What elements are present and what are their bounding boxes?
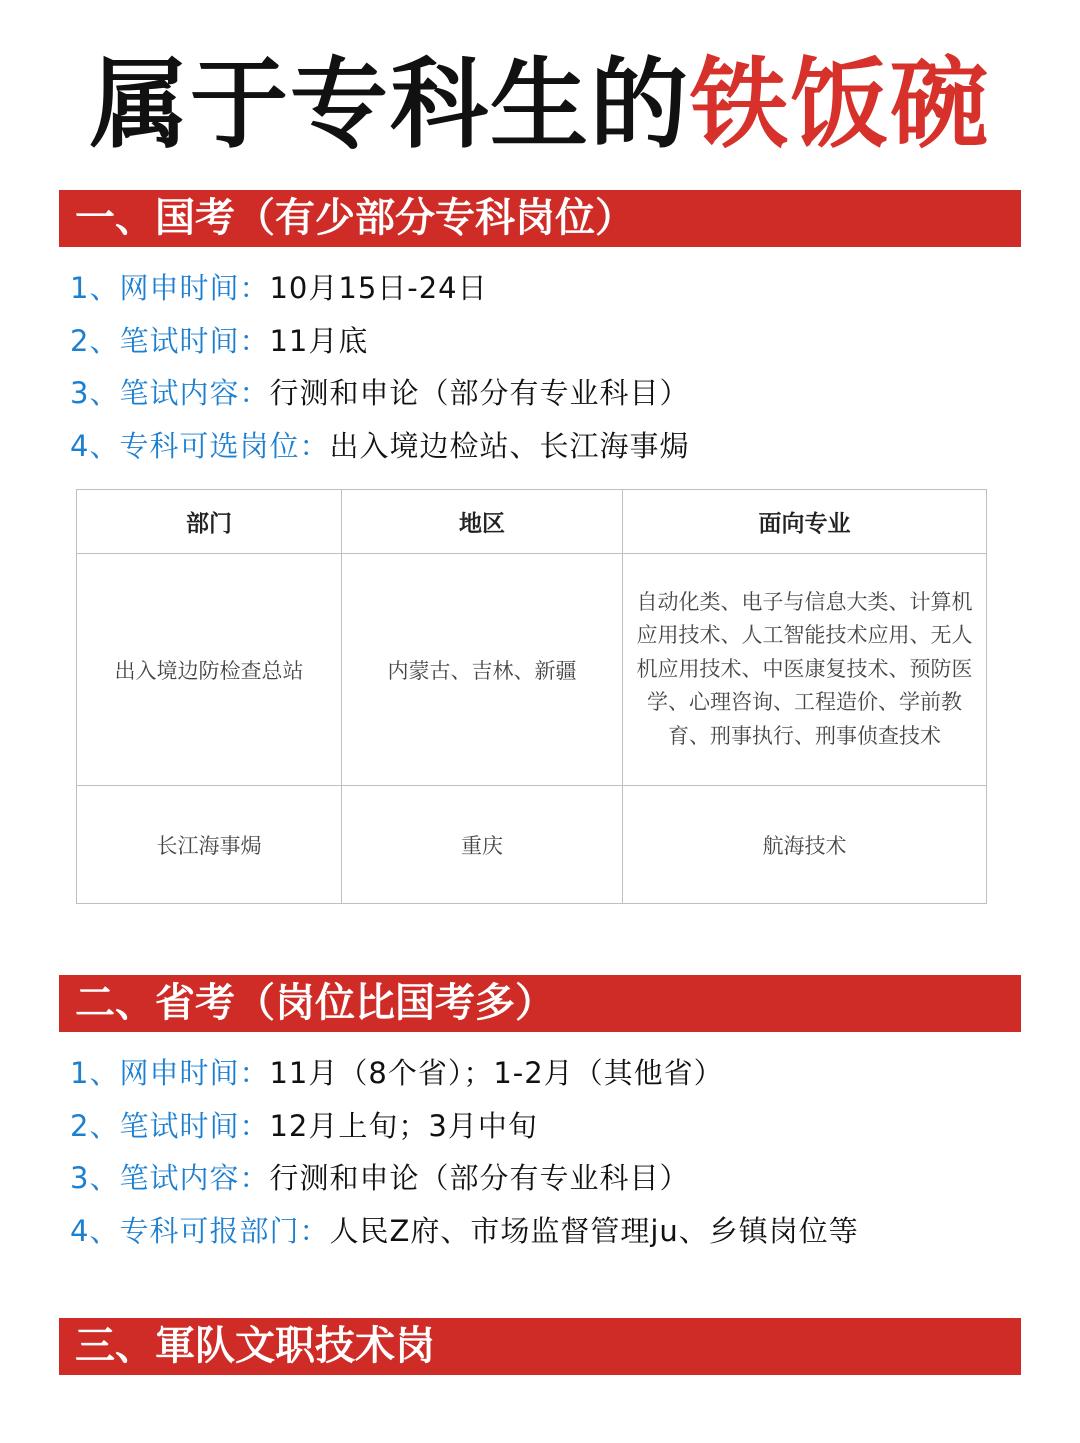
- section2-item: [70, 1100, 859, 1153]
- section2-item: [70, 1047, 859, 1100]
- item-key: 笔试时间：: [119, 1108, 270, 1143]
- item-number: 4、: [70, 1213, 120, 1248]
- item-number: 1、: [70, 1056, 120, 1090]
- section1-item-list: [70, 262, 689, 472]
- header-majors: 面向专业: [623, 490, 987, 554]
- section-heading-military-civilian: 三、軍队文职技术岗: [59, 1318, 1021, 1375]
- title-black: 属于专科生的: [89, 48, 690, 162]
- cell-region: 内蒙古、吉林、新疆: [342, 554, 623, 786]
- header-region: 地区: [342, 490, 623, 554]
- item-key: 专科可选岗位：: [119, 428, 330, 463]
- section-heading-provincial-exam: 二、省考（岗位比国考多）: [59, 975, 1021, 1032]
- item-value: 人民Z府、市场监督管理ju、乡镇岗位等: [329, 1213, 859, 1248]
- header-department: 部门: [77, 490, 342, 554]
- section1-item: [70, 262, 689, 315]
- cell-majors: 自动化类、电子与信息大类、计算机应用技术、人工智能技术应用、无人机应用技术、中医康复技术、预防医学、心理咨询、工程造价、学前教育、刑事执行、刑事侦查技术: [623, 554, 987, 786]
- section2-item-list: [70, 1047, 859, 1257]
- item-value: 12月上旬；3月中旬: [269, 1108, 538, 1143]
- item-value: 行测和申论（部分有专业科目）: [269, 376, 690, 410]
- item-key: 专科可报部门：: [119, 1213, 330, 1248]
- section1-item: [70, 315, 689, 368]
- title-red: 铁饭碗: [690, 48, 991, 162]
- cell-department: 长江海事焗: [77, 786, 342, 904]
- item-value: 行测和申论（部分有专业科目）: [269, 1161, 690, 1195]
- positions-table: [76, 489, 987, 904]
- item-value: 10月15日-24日: [269, 271, 488, 305]
- section1-item: [70, 367, 689, 420]
- item-number: 3、: [70, 376, 120, 410]
- table-row: [77, 554, 987, 786]
- page-title: [0, 40, 1080, 170]
- section2-item: [70, 1152, 859, 1205]
- item-value: 出入境边检站、长江海事焗: [329, 428, 690, 463]
- item-key: 笔试时间：: [119, 323, 270, 358]
- table-row: [77, 786, 987, 904]
- item-number: 3、: [70, 1161, 120, 1195]
- item-number: 2、: [70, 1108, 120, 1143]
- item-number: 2、: [70, 323, 120, 358]
- section2-item: [70, 1205, 859, 1258]
- cell-majors: 航海技术: [623, 786, 987, 904]
- item-key: 笔试内容：: [119, 1161, 270, 1195]
- item-key: 网申时间：: [119, 1056, 270, 1090]
- item-value: 11月（8个省）；1-2月（其他省）: [269, 1056, 724, 1090]
- section1-item: [70, 420, 689, 473]
- table-header-row: [77, 490, 987, 554]
- item-key: 网申时间：: [119, 271, 270, 305]
- item-number: 1、: [70, 271, 120, 305]
- cell-department: 出入境边防检查总站: [77, 554, 342, 786]
- item-value: 11月底: [269, 323, 369, 358]
- cell-region: 重庆: [342, 786, 623, 904]
- item-key: 笔试内容：: [119, 376, 270, 410]
- section-heading-national-exam: 一、国考（有少部分专科岗位）: [59, 190, 1021, 247]
- item-number: 4、: [70, 428, 120, 463]
